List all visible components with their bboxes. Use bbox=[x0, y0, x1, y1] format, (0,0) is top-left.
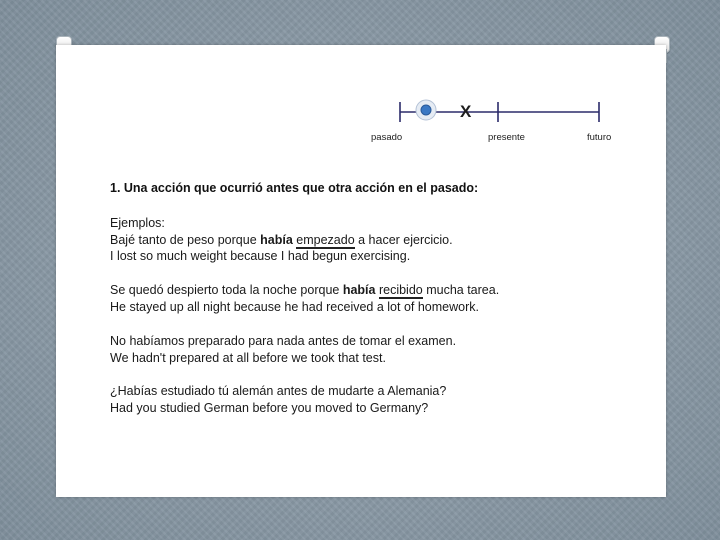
timeline-marker: X bbox=[460, 102, 472, 121]
timeline-label-past: pasado bbox=[371, 132, 403, 143]
examples-block-2 bbox=[110, 282, 499, 315]
example-2-english: He stayed up all night because he had received a lot of homework. bbox=[110, 299, 479, 314]
example-3-english: We hadn't prepared at all before we took that test. bbox=[110, 350, 386, 365]
examples-block-3 bbox=[110, 333, 456, 366]
timeline-label-present: presente bbox=[488, 132, 525, 143]
example-1-auxiliary: había bbox=[260, 232, 293, 247]
section-heading: 1. Una acción que ocurrió antes que otra acción en el pasado: bbox=[110, 181, 479, 195]
example-2-auxiliary: había bbox=[342, 283, 376, 297]
timeline-point bbox=[421, 105, 431, 115]
timeline-label-future: futuro bbox=[587, 132, 612, 143]
example-4-spanish: ¿Habías estudiado tú alemán antes de mudarte a Alemania? bbox=[110, 384, 447, 398]
example-3-spanish: No habíamos preparado para nada antes de tomar el examen. bbox=[110, 334, 457, 348]
example-1-participle: empezado bbox=[296, 232, 355, 247]
example-2-participle: recibido bbox=[378, 283, 423, 297]
timeline-diagram bbox=[365, 88, 633, 148]
example-1-spanish: Bajé tanto de peso porque había empezado a hacer ejercicio. bbox=[110, 232, 453, 247]
example-1-english: I lost so much weight because I had begun exercising. bbox=[110, 249, 411, 263]
examples-label: Ejemplos: bbox=[110, 216, 165, 230]
examples-block-1 bbox=[110, 215, 453, 265]
examples-block-4 bbox=[110, 383, 446, 416]
example-4-english: Had you studied German before you moved to Germany? bbox=[110, 400, 429, 415]
example-2-spanish: Se quedó despierto toda la noche porque había recibido mucha tarea. bbox=[110, 283, 500, 297]
